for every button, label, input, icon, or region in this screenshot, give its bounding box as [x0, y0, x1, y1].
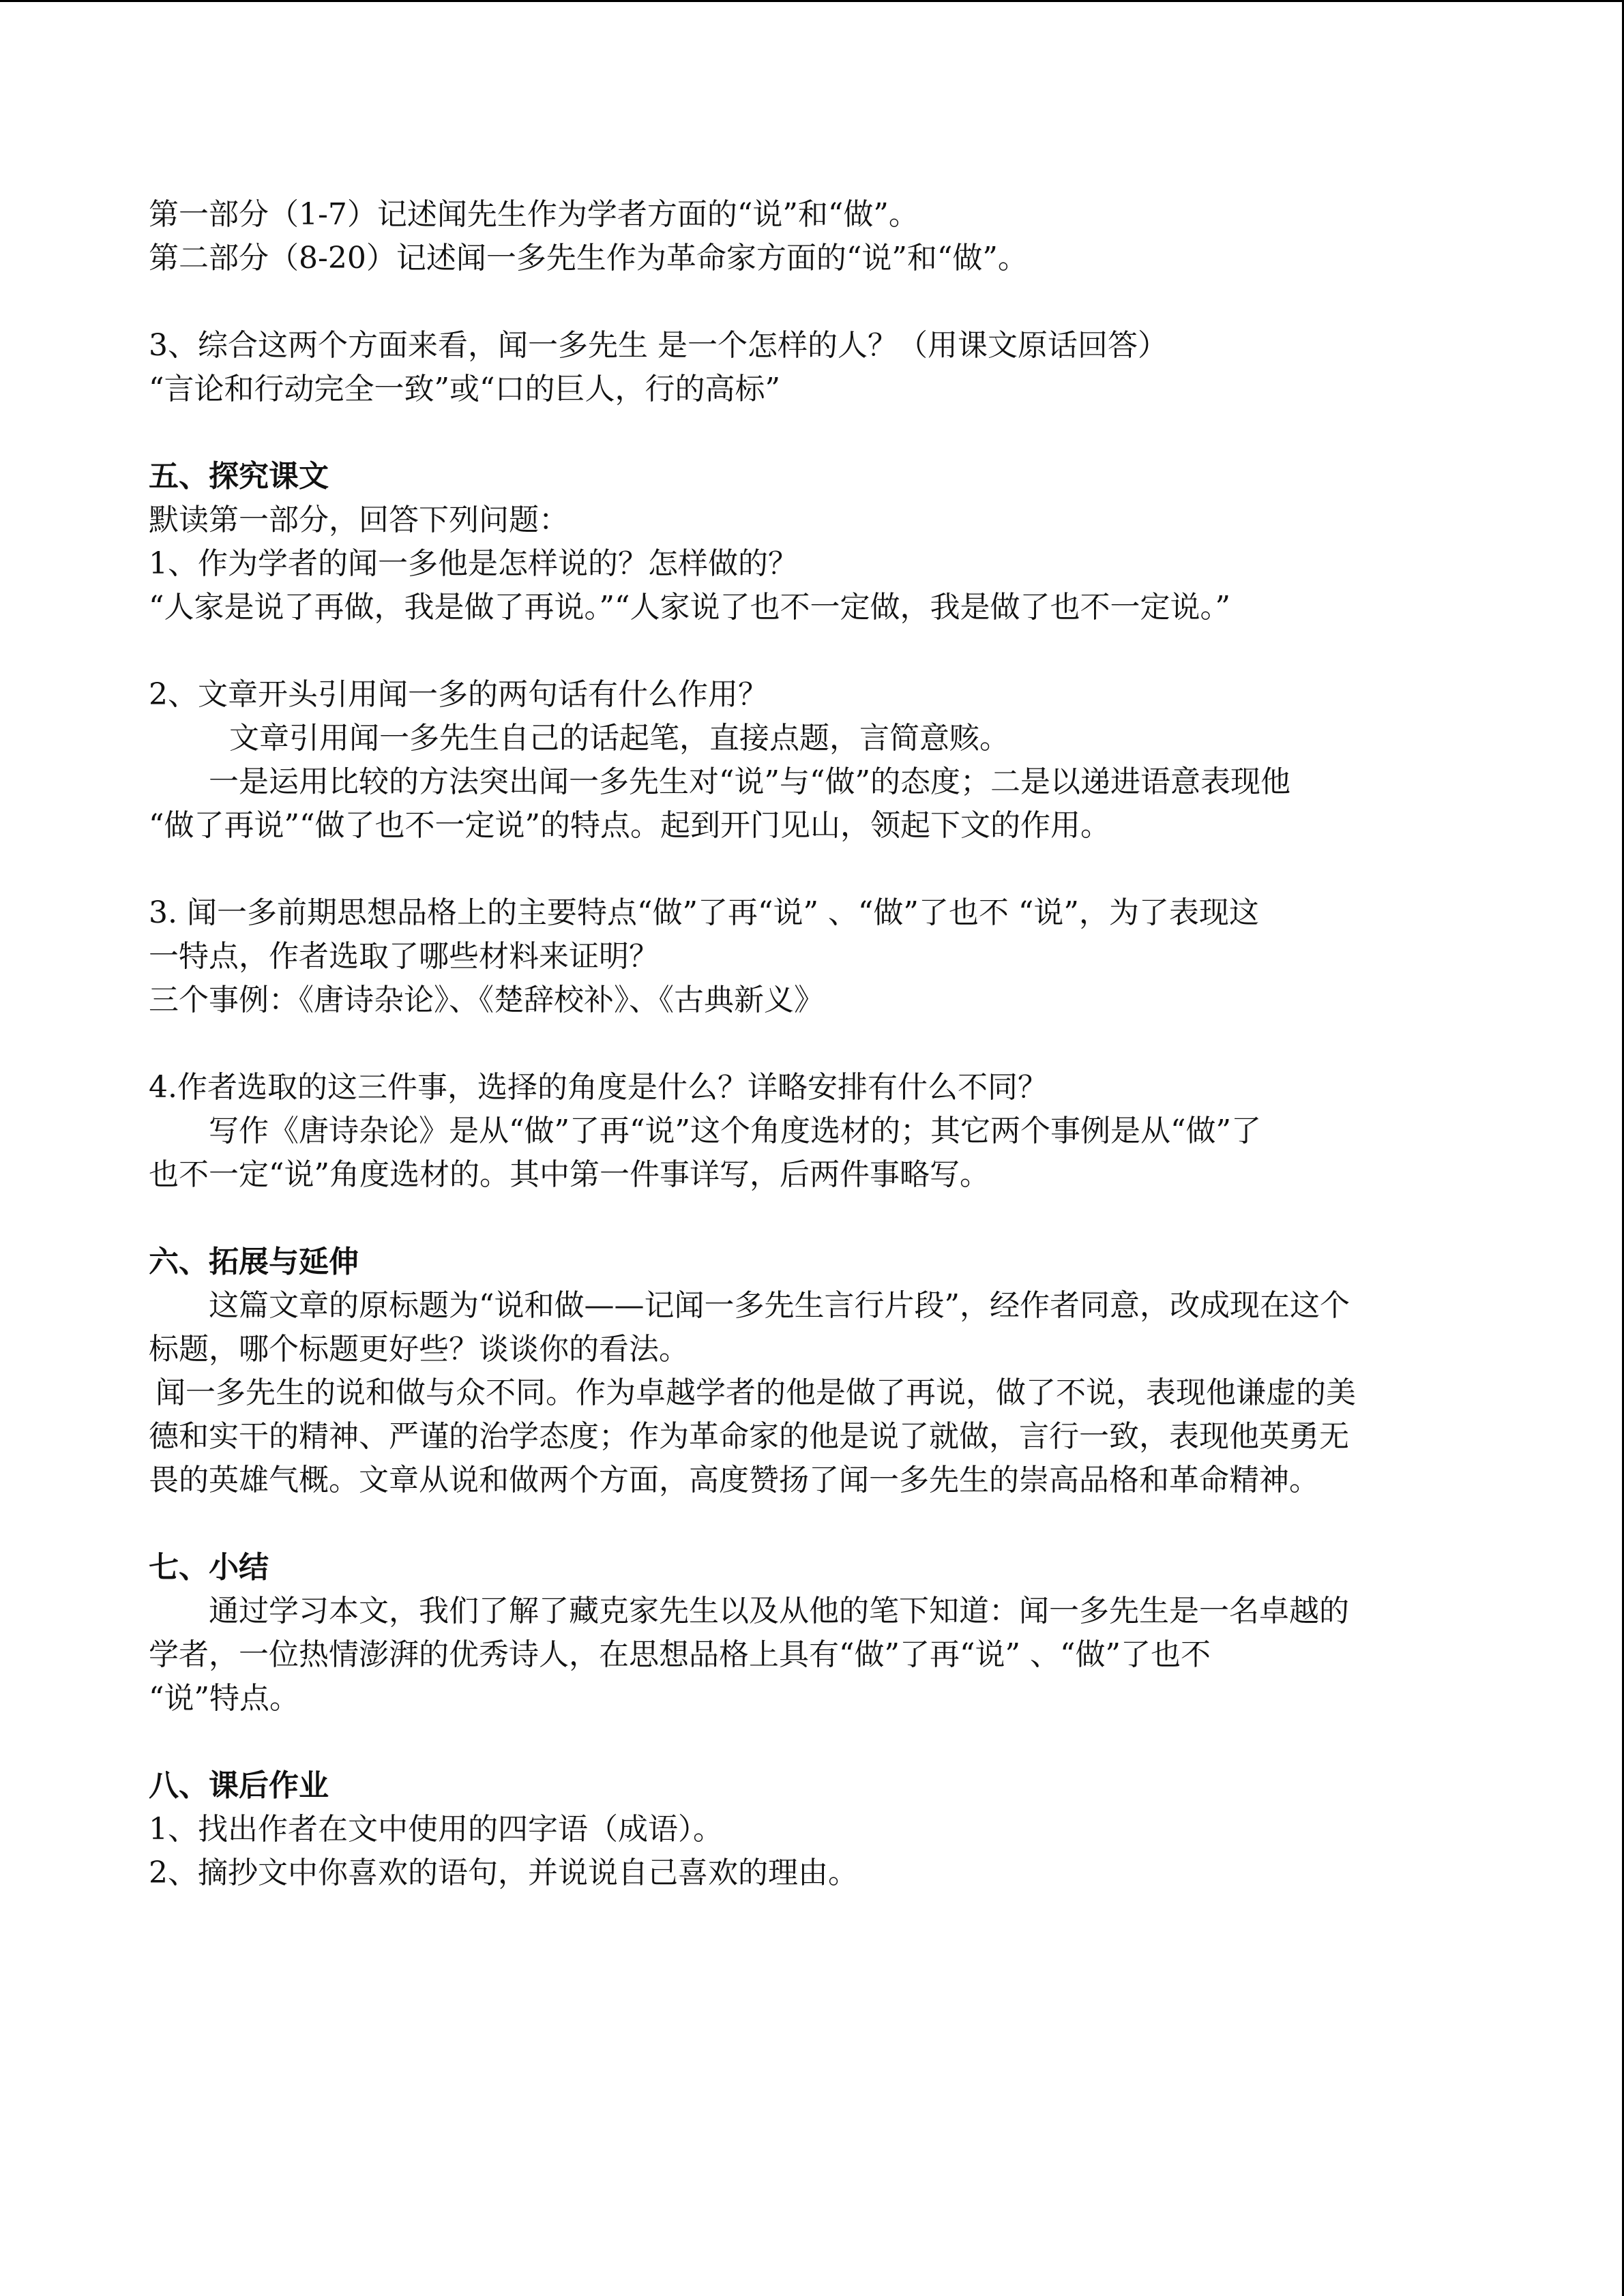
homework-item-1: 1、找出作者在文中使用的四字语（成语）。 — [149, 1812, 723, 1847]
reading-instruction: 默读第一部分，回答下列问题： — [149, 503, 569, 537]
spacer — [149, 1502, 1479, 1546]
section6-prompt-line2: 标题，哪个标题更好些？谈谈你的看法。 — [149, 1332, 689, 1367]
spacer — [149, 629, 1479, 673]
homework-item-2: 2、摘抄文中你喜欢的语句，并说说自己喜欢的理由。 — [149, 1855, 858, 1890]
section6-prompt-line1: 这篇文章的原标题为“说和做——记闻一多先生言行片段”，经作者同意，改成现在这个 — [209, 1288, 1350, 1323]
question-3: 3、综合这两个方面来看，闻一多先生 是一个怎样的人？（用课文原话回答） — [149, 328, 1168, 363]
section6-answer-line2: 德和实干的精神、严谨的治学态度；作为革命家的他是说了就做，言行一致，表现他英勇无 — [149, 1419, 1349, 1454]
section5-answer-2a: 文章引用闻一多先生自己的话起笔，直接点题，言简意赅。 — [229, 721, 1009, 756]
spacer — [149, 1197, 1479, 1240]
section5-answer-3: 三个事例：《唐诗杂论》、《楚辞校补》、《古典新义》 — [149, 983, 824, 1017]
section5-question-4: 4.作者选取的这三件事，选择的角度是什么？详略安排有什么不同？ — [149, 1070, 1048, 1105]
part-two-summary: 第二部分（8-20）记述闻一多先生作为革命家方面的“说”和“做”。 — [149, 241, 1028, 275]
section6-answer-line1: 闻一多先生的说和做与众不同。作为卓越学者的他是做了再说，做了不说，表现他谦虚的美 — [156, 1375, 1356, 1410]
section-heading-8: 八、课后作业 — [149, 1768, 329, 1803]
section5-question-3-line1: 3. 闻一多前期思想品格上的主要特点“做”了再“说” 、“做”了也不 “说”，为了表现这 — [149, 895, 1259, 930]
summary-line2: 学者，一位热情澎湃的优秀诗人，在思想品格上具有“做”了再“说” 、“做”了也不 — [149, 1637, 1211, 1672]
summary-line3: “说”特点。 — [149, 1681, 299, 1716]
section5-answer-2b-line2: “做了再说”“做了也不一定说”的特点。起到开门见山，领起下文的作用。 — [149, 808, 1110, 843]
section5-answer-4-line1: 写作《唐诗杂论》是从“做”了再“说”这个角度选材的；其它两个事例是从“做”了 — [209, 1114, 1261, 1148]
spacer — [149, 848, 1479, 891]
section-heading-6: 六、拓展与延伸 — [149, 1244, 359, 1279]
summary-line1: 通过学习本文，我们了解了藏克家先生以及从他的笔下知道：闻一多先生是一名卓越的 — [209, 1594, 1349, 1628]
spacer — [149, 280, 1479, 324]
section5-answer-4-line2: 也不一定“说”角度选材的。其中第一件事详写，后两件事略写。 — [149, 1157, 990, 1192]
spacer — [149, 1720, 1479, 1764]
spacer — [149, 1022, 1479, 1066]
section5-answer-1: “人家是说了再做，我是做了再说。”“人家说了也不一定做，我是做了也不一定说。” — [149, 590, 1230, 625]
spacer — [149, 411, 1479, 455]
section5-answer-2b-line1: 一是运用比较的方法突出闻一多先生对“说”与“做”的态度；二是以递进语意表现他 — [209, 764, 1290, 799]
answer-3: “言论和行动完全一致”或“口的巨人，行的高标” — [149, 372, 780, 406]
section-heading-7: 七、小结 — [149, 1550, 269, 1585]
section5-question-1: 1、作为学者的闻一多他是怎样说的？怎样做的？ — [149, 546, 798, 581]
section5-question-3-line2: 一特点，作者选取了哪些材料来证明？ — [149, 939, 659, 974]
section-heading-5: 五、探究课文 — [149, 459, 329, 494]
section6-answer-line3: 畏的英雄气概。文章从说和做两个方面，高度赞扬了闻一多先生的崇高品格和革命精神。 — [149, 1463, 1319, 1497]
document-body — [149, 193, 1479, 1895]
section5-question-2: 2、文章开头引用闻一多的两句话有什么作用？ — [149, 677, 768, 712]
part-one-summary: 第一部分（1-7）记述闻先生作为学者方面的“说”和“做”。 — [149, 197, 919, 232]
